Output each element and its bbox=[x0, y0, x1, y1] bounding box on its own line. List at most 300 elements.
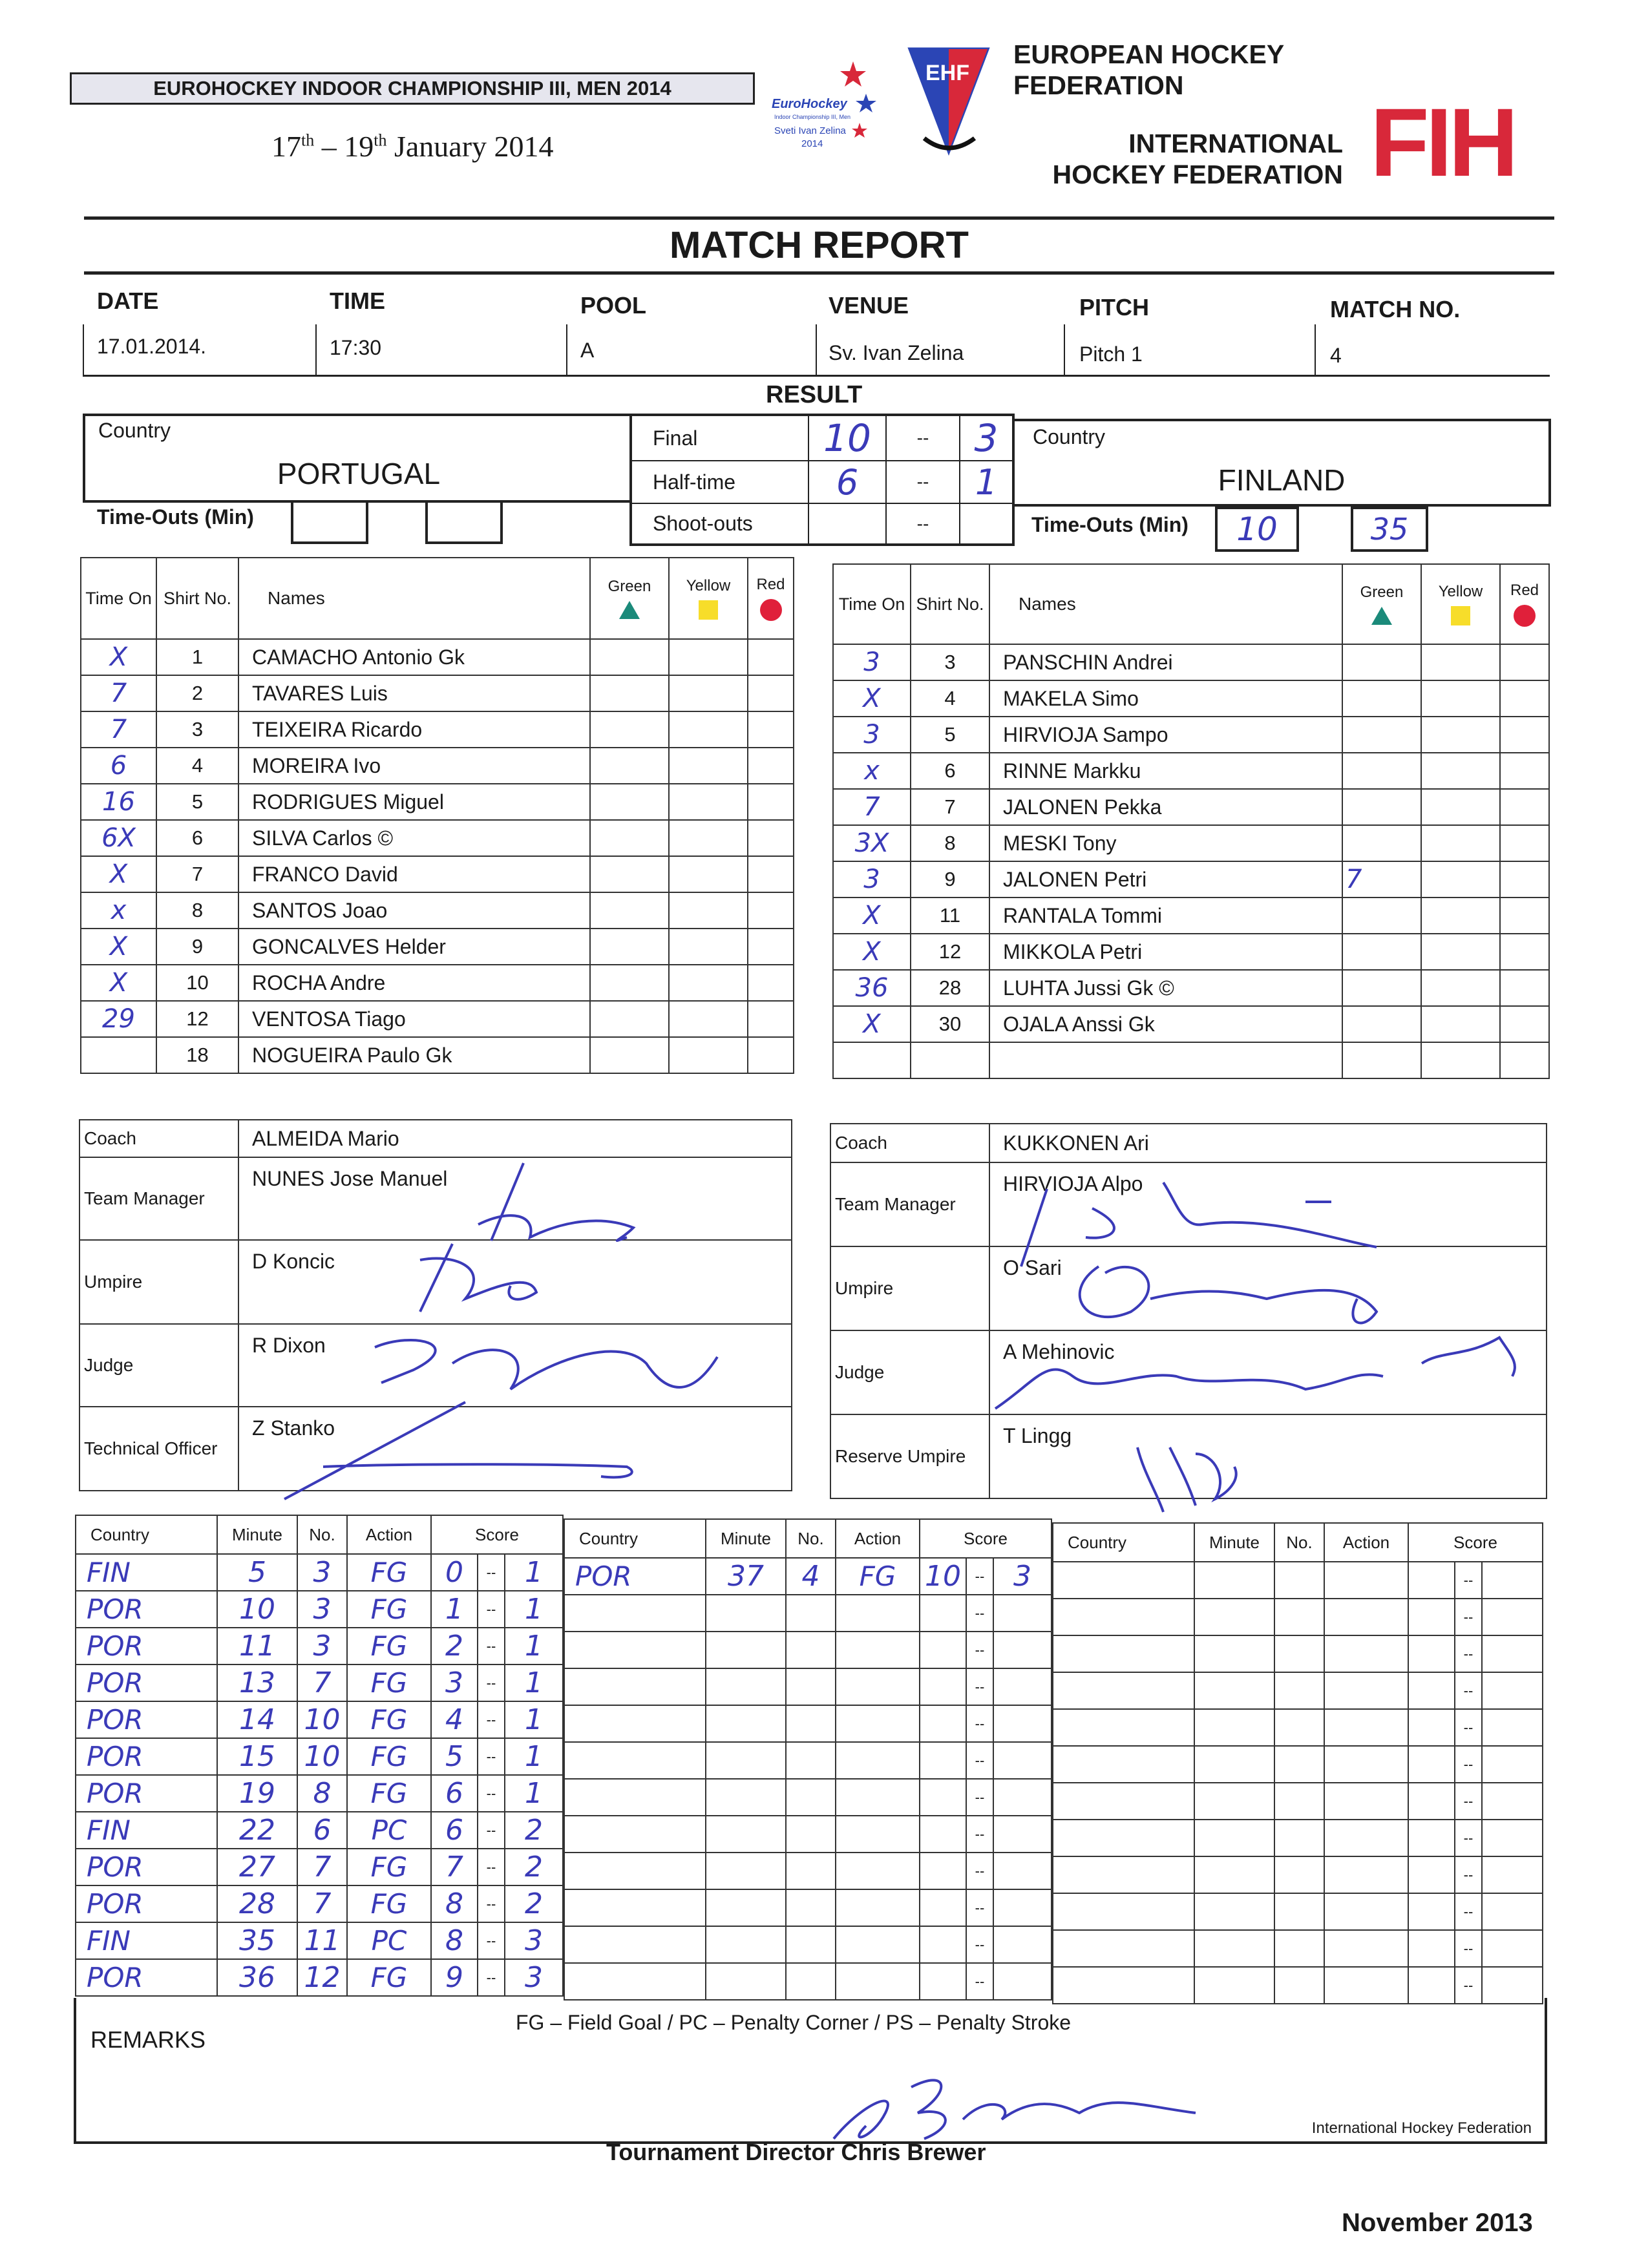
player-shirt-no: 12 bbox=[911, 934, 989, 970]
away-timeout-2: 35 bbox=[1351, 507, 1428, 552]
goal-country bbox=[564, 1705, 706, 1742]
official-name: R Dixon bbox=[238, 1324, 792, 1407]
goal-action bbox=[1324, 1930, 1408, 1967]
goal-row bbox=[76, 1959, 563, 1996]
away-shirt-header: Shirt No. bbox=[911, 564, 989, 644]
home-timeouts-label: Time-Outs (Min) bbox=[97, 505, 254, 529]
goal-row bbox=[76, 1591, 563, 1628]
fih-name: INTERNATIONAL HOCKEY FEDERATION bbox=[1052, 129, 1343, 189]
goal-country: POR bbox=[76, 1664, 217, 1701]
goal-country bbox=[564, 1668, 706, 1705]
goal-country: POR bbox=[76, 1849, 217, 1885]
goal-action: PC bbox=[347, 1812, 431, 1849]
goal-score-away: 3 bbox=[505, 1959, 563, 1996]
goal-score-home: 8 bbox=[431, 1885, 478, 1922]
goal-minute: 14 bbox=[217, 1701, 297, 1738]
goal-score-dash: -- bbox=[478, 1849, 505, 1885]
goal-score-dash: -- bbox=[478, 1738, 505, 1775]
home-names-header: Names bbox=[238, 558, 590, 639]
official-role: Coach bbox=[830, 1124, 989, 1162]
match-no-label: MATCH NO. bbox=[1330, 296, 1461, 322]
goal-score-away: 2 bbox=[505, 1885, 563, 1922]
goal-row bbox=[76, 1922, 563, 1959]
goal-shirt-no bbox=[786, 1742, 836, 1779]
goal-country bbox=[1053, 1635, 1194, 1672]
goal-shirt-no: 10 bbox=[297, 1738, 347, 1775]
goal-score-home bbox=[1408, 1635, 1455, 1672]
goal-action bbox=[1324, 1893, 1408, 1930]
player-time-on: X bbox=[833, 1006, 911, 1042]
page-title: MATCH REPORT bbox=[670, 224, 969, 266]
home-manager-signature bbox=[478, 1163, 633, 1241]
goal-row bbox=[564, 1853, 1051, 1889]
goal-action bbox=[1324, 1783, 1408, 1820]
goal-score-home: 8 bbox=[431, 1922, 478, 1959]
goal-score-home: 6 bbox=[431, 1812, 478, 1849]
date-label: DATE bbox=[97, 288, 159, 314]
goal-action bbox=[1324, 1672, 1408, 1709]
goal-score-away bbox=[1482, 1562, 1543, 1599]
goal-row bbox=[1053, 1709, 1543, 1746]
goal-score-away bbox=[993, 1853, 1051, 1889]
goal-score-away: 1 bbox=[505, 1701, 563, 1738]
goal-score-home: 5 bbox=[431, 1738, 478, 1775]
goal-country bbox=[1053, 1930, 1194, 1967]
goal-country: POR bbox=[76, 1959, 217, 1996]
goal-minute bbox=[706, 1668, 786, 1705]
player-time-on: x bbox=[81, 892, 156, 929]
goal-minute bbox=[706, 1963, 786, 2000]
shootouts-label: Shoot-outs bbox=[631, 503, 808, 545]
goal-country: POR bbox=[76, 1885, 217, 1922]
goal-minute bbox=[1194, 1820, 1274, 1856]
goal-minute bbox=[1194, 1562, 1274, 1599]
ehf-name: EUROPEAN HOCKEY FEDERATION bbox=[1013, 39, 1284, 100]
goal-action bbox=[1324, 1820, 1408, 1856]
goal-shirt-no: 3 bbox=[297, 1591, 347, 1628]
goal-score-home bbox=[920, 1926, 966, 1963]
player-time-on: 36 bbox=[833, 970, 911, 1006]
goal-country bbox=[1053, 1783, 1194, 1820]
goal-score-dash: -- bbox=[966, 1926, 993, 1963]
away-judge-signature bbox=[995, 1338, 1515, 1409]
goal-shirt-no: 4 bbox=[786, 1558, 836, 1595]
player-name: RODRIGUES Miguel bbox=[238, 784, 590, 820]
goal-action: FG bbox=[347, 1701, 431, 1738]
player-shirt-no: 5 bbox=[911, 717, 989, 753]
goal-score-home bbox=[920, 1963, 966, 2000]
goal-score-dash: -- bbox=[478, 1775, 505, 1812]
goal-minute: 35 bbox=[217, 1922, 297, 1959]
player-name: RINNE Markku bbox=[989, 753, 1342, 789]
goal-minute bbox=[706, 1853, 786, 1889]
ihf-note: International Hockey Federation bbox=[1311, 2119, 1532, 2137]
event-logo-sub: Indoor Championship III, Men bbox=[774, 114, 851, 120]
goal-score-home bbox=[920, 1595, 966, 1632]
goal-row bbox=[564, 1595, 1051, 1632]
goal-score-away bbox=[993, 1779, 1051, 1816]
goal-shirt-no bbox=[1274, 1820, 1324, 1856]
goal-row bbox=[1053, 1746, 1543, 1783]
goal-action: FG bbox=[347, 1738, 431, 1775]
player-time-on: 3 bbox=[833, 717, 911, 753]
goal-score-away: 1 bbox=[505, 1628, 563, 1664]
goals-action-header: Action bbox=[836, 1519, 920, 1558]
goal-shirt-no bbox=[786, 1853, 836, 1889]
date-value: 17.01.2014. bbox=[97, 335, 207, 358]
goal-country: FIN bbox=[76, 1554, 217, 1591]
pool-label: POOL bbox=[580, 292, 647, 319]
goal-shirt-no bbox=[786, 1779, 836, 1816]
goal-score-dash: -- bbox=[1455, 1672, 1482, 1709]
official-role: Reserve Umpire bbox=[830, 1414, 989, 1498]
goal-shirt-no bbox=[786, 1889, 836, 1926]
goal-score-home bbox=[1408, 1746, 1455, 1783]
pool-value: A bbox=[580, 339, 595, 362]
goal-country: POR bbox=[76, 1591, 217, 1628]
goal-action: FG bbox=[347, 1554, 431, 1591]
player-time-on: 16 bbox=[81, 784, 156, 820]
goal-action bbox=[1324, 1709, 1408, 1746]
goal-score-dash: -- bbox=[966, 1632, 993, 1668]
goal-minute: 36 bbox=[217, 1959, 297, 1996]
final-label: Final bbox=[631, 415, 808, 461]
goal-shirt-no bbox=[786, 1705, 836, 1742]
player-time-on: X bbox=[833, 934, 911, 970]
goal-score-away bbox=[993, 1595, 1051, 1632]
away-umpire-signature bbox=[1080, 1266, 1377, 1323]
goal-score-away bbox=[1482, 1746, 1543, 1783]
goal-row bbox=[1053, 1783, 1543, 1820]
goal-score-away bbox=[1482, 1930, 1543, 1967]
goal-minute: 37 bbox=[706, 1558, 786, 1595]
player-time-on: 29 bbox=[81, 1001, 156, 1037]
goals-minute-header: Minute bbox=[706, 1519, 786, 1558]
goals-action-header: Action bbox=[347, 1515, 431, 1554]
goal-country bbox=[564, 1853, 706, 1889]
goal-country: POR bbox=[76, 1701, 217, 1738]
goal-action bbox=[1324, 1562, 1408, 1599]
goal-score-away bbox=[993, 1632, 1051, 1668]
home-country-label: Country bbox=[98, 419, 171, 442]
goal-shirt-no bbox=[786, 1963, 836, 2000]
goal-minute bbox=[1194, 1930, 1274, 1967]
goal-score-dash: -- bbox=[966, 1595, 993, 1632]
goal-score-away: 1 bbox=[505, 1664, 563, 1701]
away-reserve-signature bbox=[1137, 1447, 1236, 1512]
goal-action: FG bbox=[347, 1959, 431, 1996]
goal-row bbox=[564, 1816, 1051, 1853]
championship-dates: 17th – 19th January 2014 bbox=[271, 130, 554, 163]
goal-score-away bbox=[993, 1963, 1051, 2000]
goal-score-away bbox=[1482, 1856, 1543, 1893]
player-time-on: X bbox=[81, 856, 156, 892]
goal-minute: 13 bbox=[217, 1664, 297, 1701]
goal-score-home bbox=[920, 1705, 966, 1742]
green-card-label: Green bbox=[1360, 583, 1404, 601]
goal-shirt-no bbox=[1274, 1746, 1324, 1783]
goals-country-header: Country bbox=[76, 1515, 217, 1554]
goal-shirt-no bbox=[1274, 1709, 1324, 1746]
goal-shirt-no: 11 bbox=[297, 1922, 347, 1959]
goal-action bbox=[1324, 1599, 1408, 1635]
goal-row bbox=[76, 1701, 563, 1738]
player-shirt-no: 18 bbox=[156, 1037, 238, 1073]
tournament-director: Tournament Director Chris Brewer bbox=[606, 2139, 986, 2165]
final-away-score: 3 bbox=[960, 415, 1013, 461]
goal-score-away bbox=[1482, 1893, 1543, 1930]
goal-minute: 10 bbox=[217, 1591, 297, 1628]
yellow-card-label: Yellow bbox=[1438, 583, 1483, 600]
goal-action bbox=[836, 1889, 920, 1926]
goals-table-2 bbox=[564, 1518, 1052, 2000]
away-timeout-1: 10 bbox=[1215, 507, 1299, 552]
goal-shirt-no bbox=[1274, 1783, 1324, 1820]
goal-row bbox=[1053, 1820, 1543, 1856]
player-shirt-no: 10 bbox=[156, 965, 238, 1001]
goal-action bbox=[836, 1742, 920, 1779]
goal-score-away: 1 bbox=[505, 1775, 563, 1812]
official-role: Team Manager bbox=[830, 1162, 989, 1246]
goal-shirt-no bbox=[1274, 1672, 1324, 1709]
event-logo-name: EuroHockey bbox=[772, 97, 847, 111]
away-timeouts-label: Time-Outs (Min) bbox=[1031, 513, 1188, 536]
player-time-on: X bbox=[81, 639, 156, 675]
goal-row bbox=[564, 1889, 1051, 1926]
goal-score-dash: -- bbox=[1455, 1856, 1482, 1893]
player-name: MAKELA Simo bbox=[989, 680, 1342, 717]
player-name: TAVARES Luis bbox=[238, 675, 590, 711]
goal-row bbox=[1053, 1930, 1543, 1967]
remarks-label: REMARKS bbox=[90, 2026, 206, 2053]
player-name: LUHTA Jussi Gk © bbox=[989, 970, 1342, 1006]
goal-shirt-no bbox=[786, 1668, 836, 1705]
goal-score-dash: -- bbox=[478, 1885, 505, 1922]
goal-action bbox=[1324, 1635, 1408, 1672]
goal-country: POR bbox=[76, 1738, 217, 1775]
goal-row bbox=[1053, 1599, 1543, 1635]
player-name: NOGUEIRA Paulo Gk bbox=[238, 1037, 590, 1073]
player-time-on: 7 bbox=[81, 675, 156, 711]
goal-score-home: 7 bbox=[431, 1849, 478, 1885]
goal-score-dash: -- bbox=[966, 1963, 993, 2000]
goal-action: FG bbox=[836, 1558, 920, 1595]
goal-score-home bbox=[920, 1853, 966, 1889]
player-shirt-no: 6 bbox=[911, 753, 989, 789]
goal-shirt-no bbox=[1274, 1893, 1324, 1930]
goal-score-home bbox=[920, 1889, 966, 1926]
goal-minute bbox=[1194, 1856, 1274, 1893]
goal-row bbox=[76, 1885, 563, 1922]
green-card-label: Green bbox=[607, 578, 651, 595]
player-shirt-no: 3 bbox=[156, 711, 238, 748]
goal-shirt-no: 10 bbox=[297, 1701, 347, 1738]
official-role: Umpire bbox=[79, 1240, 238, 1324]
goal-row bbox=[564, 1926, 1051, 1963]
goal-score-away bbox=[993, 1816, 1051, 1853]
match-no-value: 4 bbox=[1330, 344, 1342, 367]
goal-score-dash: -- bbox=[478, 1812, 505, 1849]
goal-action bbox=[1324, 1746, 1408, 1783]
goal-action: FG bbox=[347, 1628, 431, 1664]
halftime-away-score: 1 bbox=[960, 461, 1013, 503]
goal-shirt-no bbox=[786, 1632, 836, 1668]
goal-row bbox=[564, 1742, 1051, 1779]
goal-country bbox=[564, 1632, 706, 1668]
goal-score-away bbox=[993, 1668, 1051, 1705]
goal-score-dash: -- bbox=[478, 1591, 505, 1628]
goal-score-home bbox=[1408, 1562, 1455, 1599]
goal-score-home: 0 bbox=[431, 1554, 478, 1591]
ehf-logo-text: EHF bbox=[925, 61, 969, 85]
goal-action: PC bbox=[347, 1922, 431, 1959]
player-name: HIRVIOJA Sampo bbox=[989, 717, 1342, 753]
goal-score-away: 3 bbox=[505, 1922, 563, 1959]
goal-row bbox=[76, 1664, 563, 1701]
goal-row bbox=[1053, 1856, 1543, 1893]
goal-action: FG bbox=[347, 1775, 431, 1812]
goal-row bbox=[1053, 1672, 1543, 1709]
time-label: TIME bbox=[330, 288, 385, 314]
final-home-score: 10 bbox=[808, 415, 886, 461]
goal-score-away: 1 bbox=[505, 1738, 563, 1775]
player-name: ROCHA Andre bbox=[238, 965, 590, 1001]
goal-action: FG bbox=[347, 1591, 431, 1628]
player-name: JALONEN Pekka bbox=[989, 789, 1342, 825]
goal-action: FG bbox=[347, 1664, 431, 1701]
goal-score-away: 1 bbox=[505, 1591, 563, 1628]
goal-score-dash: -- bbox=[478, 1554, 505, 1591]
goal-shirt-no: 12 bbox=[297, 1959, 347, 1996]
goal-row bbox=[1053, 1893, 1543, 1930]
player-time-on: 3 bbox=[833, 644, 911, 680]
goal-country bbox=[564, 1963, 706, 2000]
venue-value: Sv. Ivan Zelina bbox=[829, 341, 964, 364]
goal-score-dash: -- bbox=[1455, 1562, 1482, 1599]
away-country-name: FINLAND bbox=[1218, 463, 1346, 497]
goal-row bbox=[76, 1812, 563, 1849]
goal-score-dash: -- bbox=[1455, 1635, 1482, 1672]
goals-table-1 bbox=[75, 1515, 564, 1997]
player-time-on: X bbox=[81, 929, 156, 965]
goal-score-dash: -- bbox=[1455, 1893, 1482, 1930]
goal-score-away bbox=[1482, 1820, 1543, 1856]
official-role: Coach bbox=[79, 1120, 238, 1157]
goal-score-home bbox=[1408, 1930, 1455, 1967]
goal-country bbox=[564, 1742, 706, 1779]
player-name: MIKKOLA Petri bbox=[989, 934, 1342, 970]
goal-row bbox=[564, 1668, 1051, 1705]
home-judge-signature bbox=[375, 1340, 717, 1389]
player-shirt-no: 11 bbox=[911, 898, 989, 934]
goal-action bbox=[836, 1705, 920, 1742]
goal-minute bbox=[1194, 1893, 1274, 1930]
pitch-label: PITCH bbox=[1079, 294, 1149, 320]
goal-row bbox=[564, 1963, 1051, 2000]
player-time-on: X bbox=[833, 680, 911, 717]
goal-action bbox=[836, 1963, 920, 2000]
time-value: 17:30 bbox=[330, 336, 382, 359]
goal-score-dash: -- bbox=[478, 1628, 505, 1664]
player-shirt-no: 3 bbox=[911, 644, 989, 680]
player-name: MESKI Tony bbox=[989, 825, 1342, 861]
goal-country: FIN bbox=[76, 1922, 217, 1959]
official-name: NUNES Jose Manuel bbox=[238, 1157, 792, 1240]
official-name: ALMEIDA Mario bbox=[238, 1120, 792, 1157]
goal-country bbox=[564, 1595, 706, 1632]
goal-minute bbox=[1194, 1709, 1274, 1746]
goal-score-away bbox=[1482, 1709, 1543, 1746]
player-name: SILVA Carlos © bbox=[238, 820, 590, 856]
player-shirt-no: 7 bbox=[156, 856, 238, 892]
goal-row bbox=[76, 1554, 563, 1591]
player-time-on: X bbox=[833, 898, 911, 934]
official-name: HIRVIOJA Alpo bbox=[989, 1162, 1547, 1246]
goal-score-away: 3 bbox=[993, 1558, 1051, 1595]
fih-logo-text: FIH bbox=[1370, 88, 1515, 196]
goal-action: FG bbox=[347, 1849, 431, 1885]
player-shirt-no: 4 bbox=[156, 748, 238, 784]
player-name: PANSCHIN Andrei bbox=[989, 644, 1342, 680]
player-shirt-no: 30 bbox=[911, 1006, 989, 1042]
goals-no-header: No. bbox=[1274, 1523, 1324, 1562]
goal-minute: 22 bbox=[217, 1812, 297, 1849]
away-country-label: Country bbox=[1033, 425, 1106, 448]
goal-score-away bbox=[993, 1742, 1051, 1779]
goal-score-away: 2 bbox=[505, 1812, 563, 1849]
goal-minute bbox=[706, 1779, 786, 1816]
player-time-on: x bbox=[833, 753, 911, 789]
goal-country bbox=[1053, 1820, 1194, 1856]
player-shirt-no: 8 bbox=[156, 892, 238, 929]
goal-score-dash: -- bbox=[966, 1816, 993, 1853]
player-time-on: 6X bbox=[81, 820, 156, 856]
goal-shirt-no bbox=[786, 1926, 836, 1963]
goal-minute: 15 bbox=[217, 1738, 297, 1775]
halftime-dash: -- bbox=[886, 461, 960, 503]
goal-minute bbox=[1194, 1746, 1274, 1783]
goal-score-home bbox=[1408, 1599, 1455, 1635]
goal-score-home bbox=[920, 1816, 966, 1853]
goal-country bbox=[564, 1926, 706, 1963]
action-legend: FG – Field Goal / PC – Penalty Corner / PS – Penalty Stroke bbox=[516, 2011, 1072, 2034]
goal-action bbox=[836, 1926, 920, 1963]
player-time-on: 7 bbox=[81, 711, 156, 748]
player-green-card: 7 bbox=[1342, 861, 1421, 898]
goal-shirt-no bbox=[1274, 1856, 1324, 1893]
official-name: Z Stanko bbox=[238, 1407, 792, 1491]
goal-minute bbox=[706, 1742, 786, 1779]
goal-score-home: 1 bbox=[431, 1591, 478, 1628]
player-shirt-no: 7 bbox=[911, 789, 989, 825]
player-name: RANTALA Tommi bbox=[989, 898, 1342, 934]
goal-score-dash: -- bbox=[966, 1853, 993, 1889]
official-name: KUKKONEN Ari bbox=[989, 1124, 1547, 1162]
goal-minute bbox=[706, 1926, 786, 1963]
goal-score-home bbox=[1408, 1820, 1455, 1856]
player-name: TEIXEIRA Ricardo bbox=[238, 711, 590, 748]
official-role: Judge bbox=[830, 1330, 989, 1414]
goal-shirt-no: 8 bbox=[297, 1775, 347, 1812]
final-dash: -- bbox=[886, 415, 960, 461]
player-name: CAMACHO Antonio Gk bbox=[238, 639, 590, 675]
official-role: Umpire bbox=[830, 1246, 989, 1330]
away-names-header: Names bbox=[989, 564, 1342, 644]
goal-shirt-no bbox=[786, 1595, 836, 1632]
goal-score-dash: -- bbox=[478, 1959, 505, 1996]
goals-minute-header: Minute bbox=[217, 1515, 297, 1554]
goals-country-header: Country bbox=[564, 1519, 706, 1558]
